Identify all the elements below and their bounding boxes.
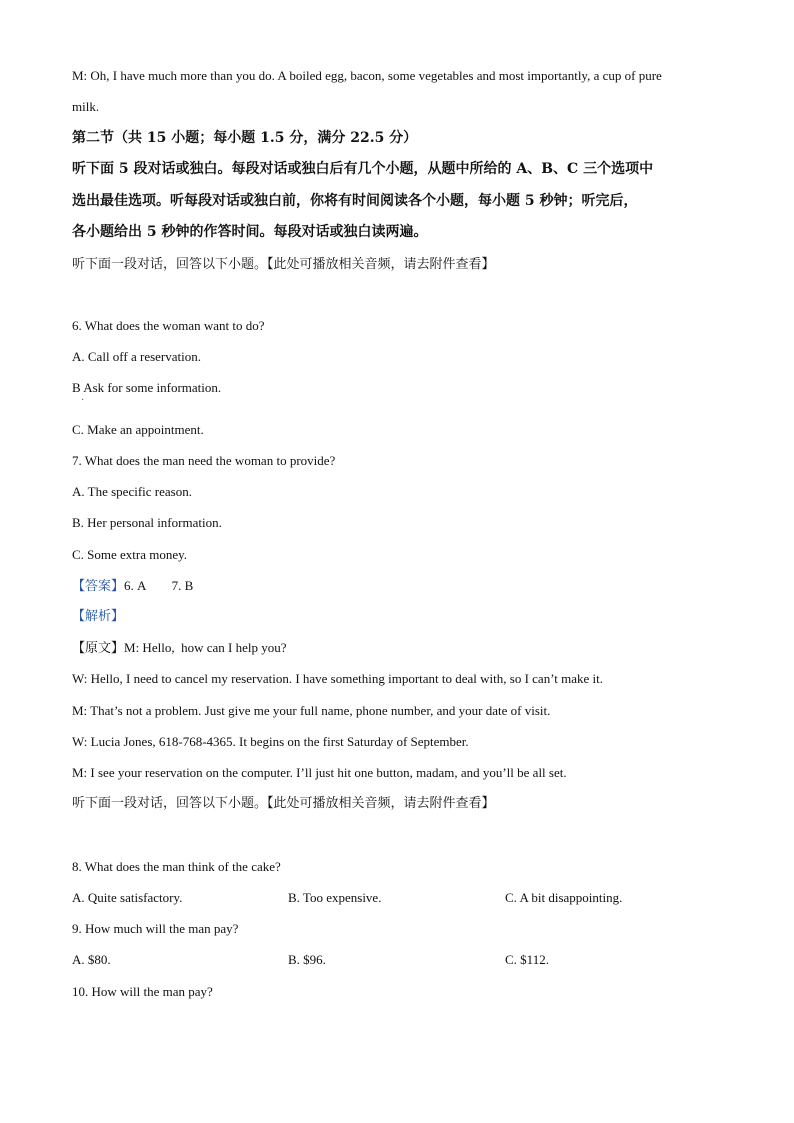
- dialogue-line: W: Hello, I need to cancel my reservation. I have something important to deal with, so I can’t make it.: [72, 671, 604, 686]
- stray-dot: ·: [81, 395, 85, 406]
- option: C. Some extra money.: [72, 547, 188, 562]
- option: C. A bit disappointing.: [505, 890, 623, 905]
- listen-instruction: 听下面一段对话，回答以下小题。【此处可播放相关音频，请去附件查看】: [72, 257, 495, 272]
- option: C. $112.: [505, 952, 549, 967]
- question: 9. How much will the man pay?: [72, 921, 239, 936]
- analysis-tag: 【解析】: [72, 609, 125, 624]
- option: A. Call off a reservation.: [72, 349, 201, 364]
- answer-text: 6. A 7. B: [124, 578, 194, 593]
- section-title: 第二节（共 15 小题；每小题 1.5 分，满分 22.5 分）: [72, 130, 418, 146]
- original-line: [72, 638, 734, 659]
- instruction-line: 听下面 5 段对话或独白。每段对话或独白后有几个小题，从题中所给的 A、B、C 三个选项中: [72, 161, 654, 177]
- dialogue-line: M: Hello, how can I help you?: [124, 640, 287, 655]
- question: 6. What does the woman want to do?: [72, 318, 265, 333]
- answer-line: [72, 576, 734, 597]
- answer-tag: 【答案】: [72, 579, 125, 594]
- original-tag: 【原文】: [72, 641, 125, 656]
- dialogue-line: milk.: [72, 99, 100, 114]
- dialogue-line: M: I see your reservation on the computer. I’ll just hit one button, madam, and you’ll be all set.: [72, 765, 567, 780]
- listen-instruction: 听下面一段对话，回答以下小题。【此处可播放相关音频，请去附件查看】: [72, 796, 495, 811]
- option: A. The specific reason.: [72, 484, 192, 499]
- option: A. Quite satisfactory.: [72, 890, 183, 905]
- dialogue-line: W: Lucia Jones, 618-768-4365. It begins on the first Saturday of September.: [72, 734, 469, 749]
- instruction-line: 各小题给出 5 秒钟的作答时间。每段对话或独白读两遍。: [72, 224, 428, 240]
- instruction-line: 选出最佳选项。听每段对话或独白前，你将有时间阅读各个小题，每小题 5 秒钟；听完后，: [72, 193, 638, 209]
- dialogue-line: M: That’s not a problem. Just give me your full name, phone number, and your date of visit.: [72, 703, 551, 718]
- option: B. $96.: [288, 952, 326, 967]
- option: C. Make an appointment.: [72, 422, 204, 437]
- option: B. Too expensive.: [288, 890, 382, 905]
- dialogue-line: M: Oh, I have much more than you do. A boiled egg, bacon, some vegetables and most importantly, a cup of pure: [72, 68, 662, 83]
- option: B. Her personal information.: [72, 515, 222, 530]
- question: 7. What does the man need the woman to provide?: [72, 453, 336, 468]
- option: B Ask for some information.: [72, 380, 222, 395]
- question: 10. How will the man pay?: [72, 984, 213, 999]
- option: A. $80.: [72, 952, 111, 967]
- question: 8. What does the man think of the cake?: [72, 859, 281, 874]
